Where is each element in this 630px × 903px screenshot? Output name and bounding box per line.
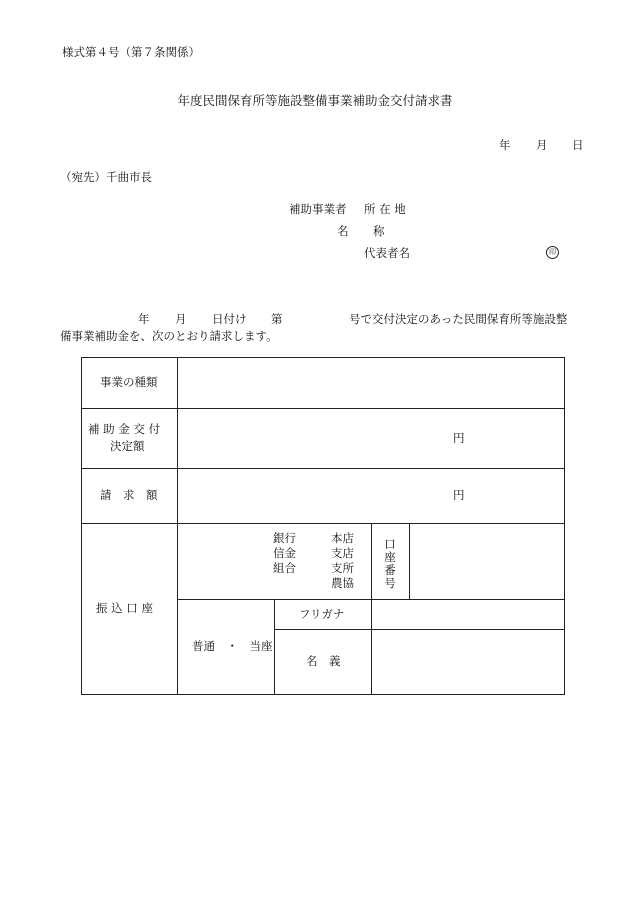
statement-line2: 備事業補助金を、次のとおり請求します。: [60, 329, 278, 343]
decision-amount-label-2: 決定額: [110, 439, 145, 453]
project-type-label: 事業の種類: [100, 375, 158, 389]
form-number: 様式第４号（第７条関係）: [62, 45, 200, 59]
furigana-label: フリガナ: [299, 607, 345, 621]
date-month: 月: [536, 138, 548, 152]
statement-line1-rest: 号で交付決定のあった民間保育所等施設整: [349, 312, 568, 326]
table-line: [564, 357, 565, 695]
table-line: [274, 599, 275, 695]
transfer-account-label: 振 込 口 座: [96, 601, 153, 615]
branch-type-1: 本店: [331, 531, 354, 545]
table-line: [177, 357, 178, 695]
branch-type-3: 支所: [331, 561, 354, 575]
branch-type-4: 農協: [331, 576, 354, 590]
branch-type-2: 支店: [331, 546, 354, 560]
table-line: [371, 523, 372, 695]
request-amount-yen: 円: [453, 488, 465, 502]
bank-type-1: 銀行: [273, 531, 296, 545]
statement-no: 第: [271, 312, 283, 326]
name-label-2: 称: [373, 224, 385, 238]
representative-label: 代表者名: [364, 246, 410, 260]
date-year: 年: [499, 138, 511, 152]
table-line: [81, 357, 565, 358]
statement-year: 年: [138, 312, 150, 326]
statement-dated: 日付け: [212, 312, 247, 326]
table-line: [81, 357, 82, 695]
table-line: [81, 694, 565, 695]
applicant-label: 補助事業者: [289, 202, 347, 216]
decision-amount-label: 補 助 金 交 付: [88, 422, 161, 436]
addressee: （宛先）千曲市長: [60, 170, 152, 184]
table-line: [81, 468, 565, 469]
request-amount-label: 請 求 額: [100, 488, 158, 502]
date-day: 日: [572, 138, 584, 152]
statement-month: 月: [175, 312, 187, 326]
table-line: [409, 523, 410, 600]
document-title: 年度民間保育所等施設整備事業補助金交付請求書: [177, 93, 453, 108]
address-label: 所 在 地: [364, 202, 406, 216]
account-kind: 普通 ・ 当座: [192, 639, 273, 653]
name-label-1: 名: [337, 224, 349, 238]
bank-type-3: 組合: [273, 561, 296, 575]
bank-type-2: 信金: [273, 546, 296, 560]
table-line: [274, 629, 565, 630]
account-holder-label: 名 義: [306, 654, 341, 668]
account-number-label: 口座番号: [384, 537, 396, 590]
seal-mark: 印: [546, 246, 559, 259]
table-line: [81, 408, 565, 409]
decision-amount-yen: 円: [453, 431, 465, 445]
table-line: [81, 523, 565, 524]
